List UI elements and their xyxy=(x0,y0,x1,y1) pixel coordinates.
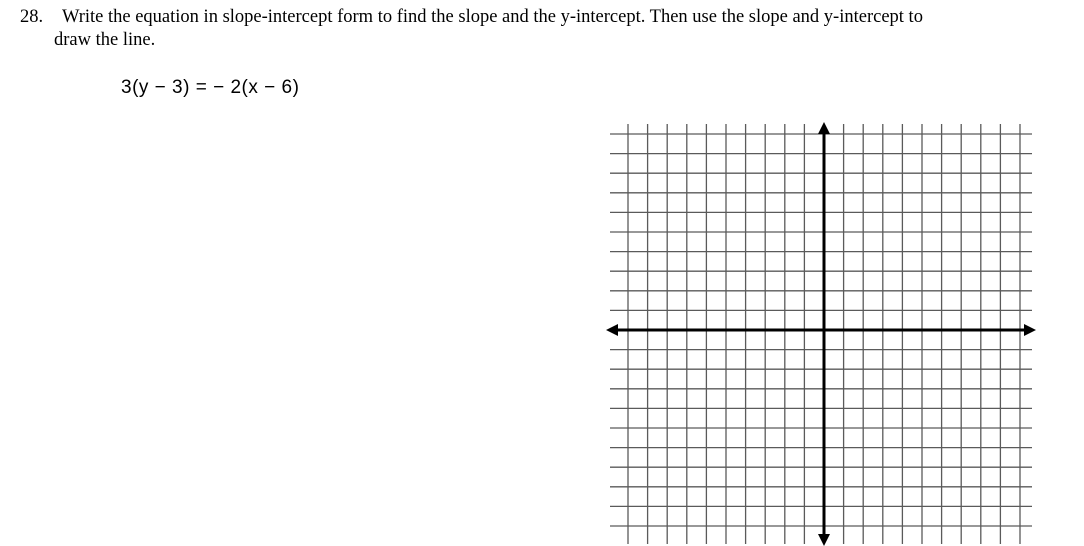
instructions-line-2: draw the line. xyxy=(54,30,156,50)
axes xyxy=(606,122,1036,546)
y-axis-up-arrow xyxy=(818,122,830,134)
grid-lines xyxy=(610,124,1032,544)
equation: 3(y − 3) = − 2(x − 6) xyxy=(121,77,300,98)
coordinate-grid xyxy=(606,120,1036,546)
problem-instructions xyxy=(54,6,1070,52)
y-axis-down-arrow xyxy=(818,534,830,546)
problem-number: 28. xyxy=(20,7,44,27)
x-axis-right-arrow xyxy=(1024,324,1036,336)
problem-28 xyxy=(20,6,1070,52)
instructions-line-1: Write the equation in slope-intercept form to find the slope and the y-intercept. Then use the slope and y-intercept to xyxy=(62,7,923,27)
x-axis-left-arrow xyxy=(606,324,618,336)
